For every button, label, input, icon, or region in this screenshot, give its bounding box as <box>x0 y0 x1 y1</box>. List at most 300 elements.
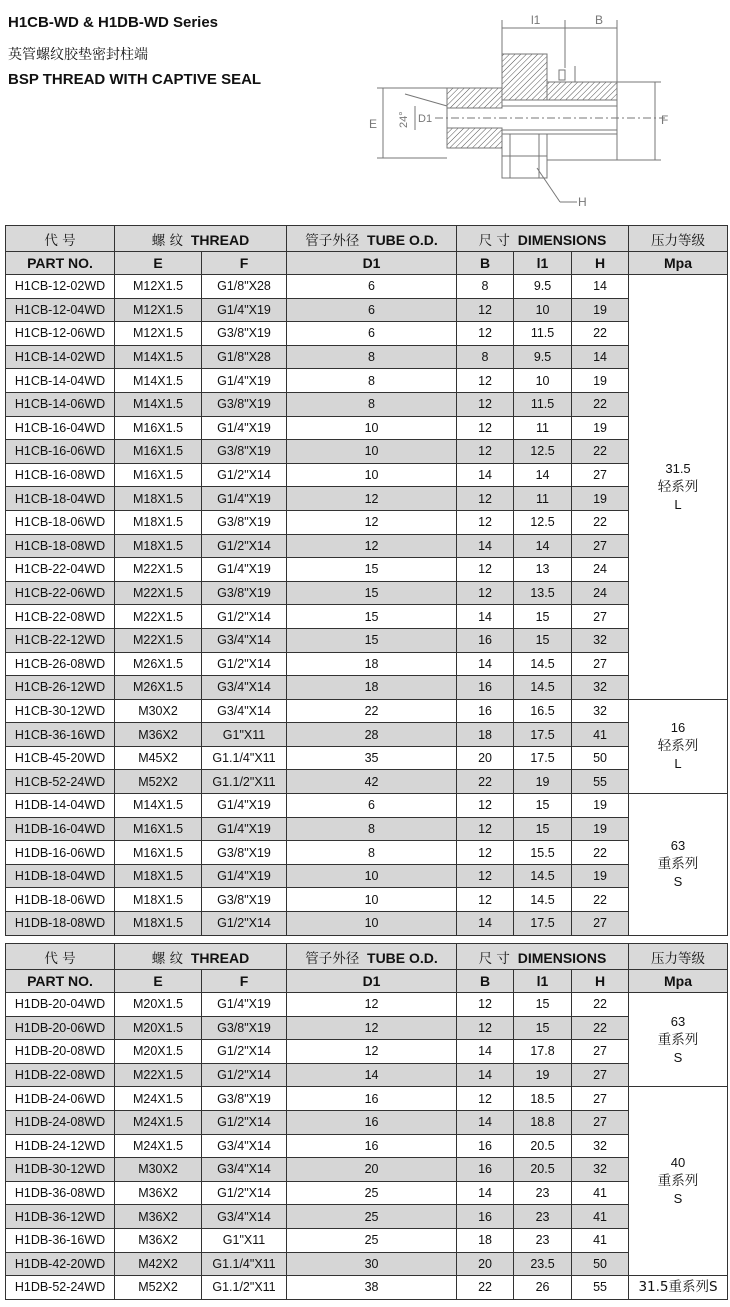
h-cell: 19 <box>572 298 629 322</box>
e-cell: M18X1.5 <box>115 487 202 511</box>
b-cell: 22 <box>457 770 514 794</box>
f-cell: G3/8"X19 <box>202 510 287 534</box>
part-no-cell: H1CB-26-08WD <box>6 652 115 676</box>
f-cell: G3/8"X19 <box>202 322 287 346</box>
f-cell: G1/4"X19 <box>202 298 287 322</box>
part-no-cell: H1CB-16-06WD <box>6 440 115 464</box>
h-cell: 22 <box>572 440 629 464</box>
pressure-rating-line: 63 <box>670 838 686 854</box>
e-cell: M12X1.5 <box>115 298 202 322</box>
h-cell: 27 <box>572 652 629 676</box>
b-cell: 16 <box>457 1158 514 1182</box>
h-cell: 22 <box>572 510 629 534</box>
pressure-rating-line: 重系列 <box>657 1031 699 1048</box>
part-no-cell: H1DB-18-04WD <box>6 864 115 888</box>
b-dim-label: B <box>595 13 604 27</box>
part-no-header: 代 号 <box>6 944 115 970</box>
d1-cell: 12 <box>287 534 457 558</box>
table-row <box>6 888 728 912</box>
d1-cell: 15 <box>287 605 457 629</box>
d1-cell: 8 <box>287 392 457 416</box>
d1-cell: 10 <box>287 912 457 936</box>
part-no-cell: H1CB-22-06WD <box>6 581 115 605</box>
d1-cell: 6 <box>287 298 457 322</box>
table-row <box>6 1040 728 1064</box>
pressure-rating-line: 重系列 <box>657 1173 699 1190</box>
h-cell: 41 <box>572 1205 629 1229</box>
table-row <box>6 1158 728 1182</box>
h-cell: 32 <box>572 1134 629 1158</box>
table-row <box>6 1181 728 1205</box>
h-cell: 32 <box>572 1158 629 1182</box>
h-cell: 41 <box>572 723 629 747</box>
h-cell: 32 <box>572 628 629 652</box>
l1-cell: 19 <box>514 770 572 794</box>
b-cell: 12 <box>457 392 514 416</box>
f-cell: G3/4"X14 <box>202 1158 287 1182</box>
f-dim-label: F <box>661 113 669 127</box>
part-no-cell: H1CB-22-08WD <box>6 605 115 629</box>
f-cell: G1/2"X14 <box>202 652 287 676</box>
d1-cell: 10 <box>287 463 457 487</box>
h-cell: 27 <box>572 463 629 487</box>
part-no-cell: H1DB-22-08WD <box>6 1063 115 1087</box>
d1-cell: 8 <box>287 841 457 865</box>
l1-cell: 23 <box>514 1228 572 1252</box>
pressure-rating-line: 16 <box>670 720 686 736</box>
h-cell: 14 <box>572 345 629 369</box>
b-cell: 20 <box>457 746 514 770</box>
l1-cell: 13.5 <box>514 581 572 605</box>
l1-cell: 15.5 <box>514 841 572 865</box>
f-cell: G1/4"X19 <box>202 993 287 1017</box>
h-cell: 22 <box>572 1016 629 1040</box>
table-row <box>6 817 728 841</box>
e-cell: M36X2 <box>115 1228 202 1252</box>
b-cell: 16 <box>457 699 514 723</box>
h-cell: 50 <box>572 746 629 770</box>
d1-cell: 18 <box>287 652 457 676</box>
table-row <box>6 1228 728 1252</box>
e-cell: M36X2 <box>115 1181 202 1205</box>
b-cell: 16 <box>457 1205 514 1229</box>
e-cell: M26X1.5 <box>115 652 202 676</box>
l1-cell: 23.5 <box>514 1252 572 1276</box>
d1-cell: 25 <box>287 1228 457 1252</box>
part-no-cell: H1CB-22-12WD <box>6 628 115 652</box>
e-cell: M22X1.5 <box>115 1063 202 1087</box>
table-row <box>6 699 728 723</box>
h-cell: 32 <box>572 699 629 723</box>
d1-header: D1 <box>287 252 457 275</box>
pressure-rating-cell <box>629 1087 728 1276</box>
l1-header: l1 <box>514 970 572 993</box>
e-cell: M45X2 <box>115 746 202 770</box>
e-cell: M16X1.5 <box>115 841 202 865</box>
b-cell: 14 <box>457 912 514 936</box>
l1-cell: 11.5 <box>514 392 572 416</box>
f-cell: G1/4"X19 <box>202 817 287 841</box>
l1-cell: 15 <box>514 817 572 841</box>
table-row <box>6 345 728 369</box>
h-cell: 32 <box>572 676 629 700</box>
h-cell: 50 <box>572 1252 629 1276</box>
d1-cell: 20 <box>287 1158 457 1182</box>
b-header: B <box>457 252 514 275</box>
d1-cell: 15 <box>287 581 457 605</box>
l1-cell: 11 <box>514 416 572 440</box>
part-no-cell: H1CB-18-08WD <box>6 534 115 558</box>
d1-cell: 22 <box>287 699 457 723</box>
d1-cell: 12 <box>287 510 457 534</box>
part-no-cell: H1CB-12-04WD <box>6 298 115 322</box>
e-cell: M18X1.5 <box>115 534 202 558</box>
f-header: F <box>202 252 287 275</box>
h-cell: 27 <box>572 912 629 936</box>
table-row <box>6 628 728 652</box>
table-row <box>6 581 728 605</box>
b-cell: 12 <box>457 817 514 841</box>
l1-cell: 15 <box>514 993 572 1017</box>
b-cell: 14 <box>457 605 514 629</box>
b-cell: 14 <box>457 652 514 676</box>
pressure-rating-line: L <box>674 756 682 772</box>
e-cell: M24X1.5 <box>115 1110 202 1134</box>
e-cell: M22X1.5 <box>115 605 202 629</box>
e-cell: M12X1.5 <box>115 275 202 299</box>
table-row <box>6 912 728 936</box>
h-cell: 24 <box>572 558 629 582</box>
f-cell: G3/4"X14 <box>202 676 287 700</box>
d1-cell: 10 <box>287 416 457 440</box>
l1-cell: 10 <box>514 298 572 322</box>
e-cell: M16X1.5 <box>115 817 202 841</box>
pressure-rating-cell <box>629 1276 728 1300</box>
l1-cell: 23 <box>514 1205 572 1229</box>
b-cell: 12 <box>457 298 514 322</box>
table-row <box>6 676 728 700</box>
part-no-cell: H1DB-20-06WD <box>6 1016 115 1040</box>
e-cell: M26X1.5 <box>115 676 202 700</box>
e-cell: M24X1.5 <box>115 1087 202 1111</box>
part-no-cell: H1DB-42-20WD <box>6 1252 115 1276</box>
tube-od-header: 管子外径 TUBE O.D. <box>287 226 457 252</box>
l1-cell: 14.5 <box>514 888 572 912</box>
b-cell: 14 <box>457 534 514 558</box>
l1-cell: 19 <box>514 1063 572 1087</box>
table-row <box>6 369 728 393</box>
l1-cell: 10 <box>514 369 572 393</box>
h-cell: 55 <box>572 770 629 794</box>
e-cell: M36X2 <box>115 723 202 747</box>
tube-od-header: 管子外径 TUBE O.D. <box>287 944 457 970</box>
spec-table-2 <box>5 943 728 1300</box>
f-cell: G1/4"X19 <box>202 864 287 888</box>
e-cell: M18X1.5 <box>115 912 202 936</box>
f-cell: G3/4"X14 <box>202 699 287 723</box>
b-cell: 12 <box>457 1016 514 1040</box>
b-cell: 14 <box>457 1063 514 1087</box>
d1-cell: 10 <box>287 864 457 888</box>
f-cell: G3/8"X19 <box>202 581 287 605</box>
f-cell: G1/2"X14 <box>202 463 287 487</box>
f-cell: G3/8"X19 <box>202 841 287 865</box>
e-cell: M20X1.5 <box>115 993 202 1017</box>
l1-cell: 9.5 <box>514 275 572 299</box>
dimensions-header: 尺 寸 DIMENSIONS <box>457 944 629 970</box>
pressure-rating-line: 40 <box>670 1155 686 1171</box>
l1-cell: 18.5 <box>514 1087 572 1111</box>
l1-cell: 15 <box>514 605 572 629</box>
l1-cell: 14 <box>514 463 572 487</box>
pressure-rating-line: 轻系列 <box>657 478 699 495</box>
h-cell: 27 <box>572 1040 629 1064</box>
b-cell: 14 <box>457 1181 514 1205</box>
l1-header: l1 <box>514 252 572 275</box>
part-no-cell: H1DB-20-08WD <box>6 1040 115 1064</box>
f-cell: G3/4"X14 <box>202 1205 287 1229</box>
d1-cell: 25 <box>287 1205 457 1229</box>
e-header: E <box>115 252 202 275</box>
part-no-cell: H1CB-36-16WD <box>6 723 115 747</box>
table-row <box>6 463 728 487</box>
english-title: BSP THREAD WITH CAPTIVE SEAL <box>8 71 262 88</box>
e-cell: M20X1.5 <box>115 1016 202 1040</box>
b-cell: 12 <box>457 440 514 464</box>
d1-cell: 15 <box>287 628 457 652</box>
l1-cell: 11 <box>514 487 572 511</box>
pressure-rating-line: S <box>673 874 683 890</box>
table-row <box>6 1087 728 1111</box>
d1-cell: 6 <box>287 322 457 346</box>
h-cell: 55 <box>572 1276 629 1300</box>
h-cell: 27 <box>572 534 629 558</box>
table-row <box>6 652 728 676</box>
f-cell: G1/4"X19 <box>202 794 287 818</box>
part-no-cell: H1CB-30-12WD <box>6 699 115 723</box>
f-cell: G1/2"X14 <box>202 1181 287 1205</box>
h-cell: 41 <box>572 1228 629 1252</box>
b-cell: 12 <box>457 1087 514 1111</box>
pressure-rating-line: S <box>673 1191 683 1207</box>
e-cell: M22X1.5 <box>115 581 202 605</box>
part-no-cell: H1DB-14-04WD <box>6 794 115 818</box>
d1-cell: 12 <box>287 1016 457 1040</box>
b-cell: 14 <box>457 1040 514 1064</box>
h-cell: 22 <box>572 392 629 416</box>
h-cell: 22 <box>572 841 629 865</box>
d1-cell: 14 <box>287 1063 457 1087</box>
pressure-rating-line: 重系列 <box>657 856 699 873</box>
part-no-en-header: PART NO. <box>6 252 115 275</box>
f-cell: G1/8"X28 <box>202 275 287 299</box>
e-header: E <box>115 970 202 993</box>
f-cell: G1/4"X19 <box>202 416 287 440</box>
part-no-cell: H1DB-24-08WD <box>6 1110 115 1134</box>
table-row <box>6 440 728 464</box>
part-no-cell: H1CB-18-04WD <box>6 487 115 511</box>
l1-cell: 15 <box>514 628 572 652</box>
thread-header: 螺 纹 THREAD <box>115 944 287 970</box>
d1-cell: 16 <box>287 1110 457 1134</box>
table-row <box>6 322 728 346</box>
h-cell: 19 <box>572 817 629 841</box>
e-cell: M52X2 <box>115 1276 202 1300</box>
table-row <box>6 510 728 534</box>
f-cell: G1"X11 <box>202 723 287 747</box>
d1-cell: 35 <box>287 746 457 770</box>
b-cell: 18 <box>457 723 514 747</box>
l1-cell: 12.5 <box>514 440 572 464</box>
b-cell: 12 <box>457 369 514 393</box>
l1-cell: 15 <box>514 794 572 818</box>
h-cell: 19 <box>572 864 629 888</box>
b-cell: 12 <box>457 888 514 912</box>
h-header: H <box>572 970 629 993</box>
b-cell: 8 <box>457 345 514 369</box>
h-cell: 27 <box>572 605 629 629</box>
e-cell: M18X1.5 <box>115 888 202 912</box>
e-cell: M20X1.5 <box>115 1040 202 1064</box>
d1-cell: 15 <box>287 558 457 582</box>
h-cell: 22 <box>572 322 629 346</box>
part-no-cell: H1DB-24-06WD <box>6 1087 115 1111</box>
table-row <box>6 1205 728 1229</box>
e-cell: M30X2 <box>115 1158 202 1182</box>
h-cell: 14 <box>572 275 629 299</box>
l1-cell: 17.8 <box>514 1040 572 1064</box>
table-row <box>6 1276 728 1300</box>
dimensions-header: 尺 寸 DIMENSIONS <box>457 226 629 252</box>
part-no-cell: H1DB-24-12WD <box>6 1134 115 1158</box>
table-row <box>6 392 728 416</box>
part-no-cell: H1CB-22-04WD <box>6 558 115 582</box>
f-header: F <box>202 970 287 993</box>
b-cell: 12 <box>457 993 514 1017</box>
f-cell: G3/8"X19 <box>202 392 287 416</box>
l1-cell: 12.5 <box>514 510 572 534</box>
f-cell: G1"X11 <box>202 1228 287 1252</box>
table-row <box>6 275 728 299</box>
spec-table-1 <box>5 225 728 936</box>
table-row <box>6 487 728 511</box>
b-cell: 12 <box>457 322 514 346</box>
e-cell: M14X1.5 <box>115 392 202 416</box>
part-no-cell: H1DB-36-08WD <box>6 1181 115 1205</box>
f-cell: G1/2"X14 <box>202 534 287 558</box>
part-no-cell: H1CB-12-02WD <box>6 275 115 299</box>
d1-cell: 25 <box>287 1181 457 1205</box>
d1-cell: 38 <box>287 1276 457 1300</box>
fitting-drawing <box>365 6 695 216</box>
f-cell: G1/2"X14 <box>202 1110 287 1134</box>
part-no-cell: H1CB-52-24WD <box>6 770 115 794</box>
f-cell: G1/4"X19 <box>202 369 287 393</box>
table-row <box>6 558 728 582</box>
table-row <box>6 993 728 1017</box>
b-cell: 22 <box>457 1276 514 1300</box>
f-cell: G3/4"X14 <box>202 1134 287 1158</box>
f-cell: G3/8"X19 <box>202 888 287 912</box>
d1-cell: 30 <box>287 1252 457 1276</box>
table-row <box>6 534 728 558</box>
pressure-rating-line: S <box>673 1049 683 1065</box>
f-cell: G1.1/4"X11 <box>202 746 287 770</box>
h-cell: 22 <box>572 993 629 1017</box>
b-cell: 14 <box>457 463 514 487</box>
l1-cell: 23 <box>514 1181 572 1205</box>
l1-cell: 9.5 <box>514 345 572 369</box>
table-row <box>6 746 728 770</box>
l1-cell: 17.5 <box>514 912 572 936</box>
l1-cell: 14 <box>514 534 572 558</box>
e-cell: M16X1.5 <box>115 440 202 464</box>
part-no-cell: H1DB-52-24WD <box>6 1276 115 1300</box>
h-header: H <box>572 252 629 275</box>
thread-header: 螺 纹 THREAD <box>115 226 287 252</box>
l1-cell: 11.5 <box>514 322 572 346</box>
d1-cell: 10 <box>287 440 457 464</box>
b-header: B <box>457 970 514 993</box>
f-cell: G3/4"X14 <box>202 628 287 652</box>
e-cell: M14X1.5 <box>115 369 202 393</box>
d1-cell: 12 <box>287 487 457 511</box>
part-no-cell: H1DB-16-06WD <box>6 841 115 865</box>
l1-cell: 26 <box>514 1276 572 1300</box>
table-row <box>6 298 728 322</box>
table-row <box>6 794 728 818</box>
e-cell: M16X1.5 <box>115 463 202 487</box>
h-cell: 19 <box>572 487 629 511</box>
part-no-cell: H1CB-26-12WD <box>6 676 115 700</box>
d1-cell: 42 <box>287 770 457 794</box>
d1-cell: 28 <box>287 723 457 747</box>
f-cell: G1/2"X14 <box>202 912 287 936</box>
e-cell: M22X1.5 <box>115 628 202 652</box>
h-cell: 19 <box>572 416 629 440</box>
pressure-rating-cell <box>629 794 728 936</box>
l1-cell: 20.5 <box>514 1158 572 1182</box>
d1-header: D1 <box>287 970 457 993</box>
d1-cell: 6 <box>287 794 457 818</box>
d1-cell: 16 <box>287 1087 457 1111</box>
chinese-title: 英管螺纹胶垫密封柱端 <box>8 47 148 63</box>
pressure-rating-cell <box>629 275 728 700</box>
b-cell: 12 <box>457 416 514 440</box>
d1-cell: 12 <box>287 1040 457 1064</box>
series-title: H1CB-WD & H1DB-WD Series <box>8 14 219 31</box>
b-cell: 20 <box>457 1252 514 1276</box>
e-cell: M22X1.5 <box>115 558 202 582</box>
table-row <box>6 605 728 629</box>
e-cell: M30X2 <box>115 699 202 723</box>
l1-cell: 20.5 <box>514 1134 572 1158</box>
table-row <box>6 1016 728 1040</box>
part-no-cell: H1DB-36-12WD <box>6 1205 115 1229</box>
table-row <box>6 864 728 888</box>
b-cell: 16 <box>457 676 514 700</box>
e-cell: M42X2 <box>115 1252 202 1276</box>
table-row <box>6 841 728 865</box>
e-cell: M18X1.5 <box>115 510 202 534</box>
l1-cell: 13 <box>514 558 572 582</box>
h-cell: 19 <box>572 794 629 818</box>
l1-cell: 15 <box>514 1016 572 1040</box>
pressure-rating-cell <box>629 699 728 793</box>
b-cell: 16 <box>457 1134 514 1158</box>
l1-cell: 14.5 <box>514 676 572 700</box>
e-cell: M16X1.5 <box>115 416 202 440</box>
